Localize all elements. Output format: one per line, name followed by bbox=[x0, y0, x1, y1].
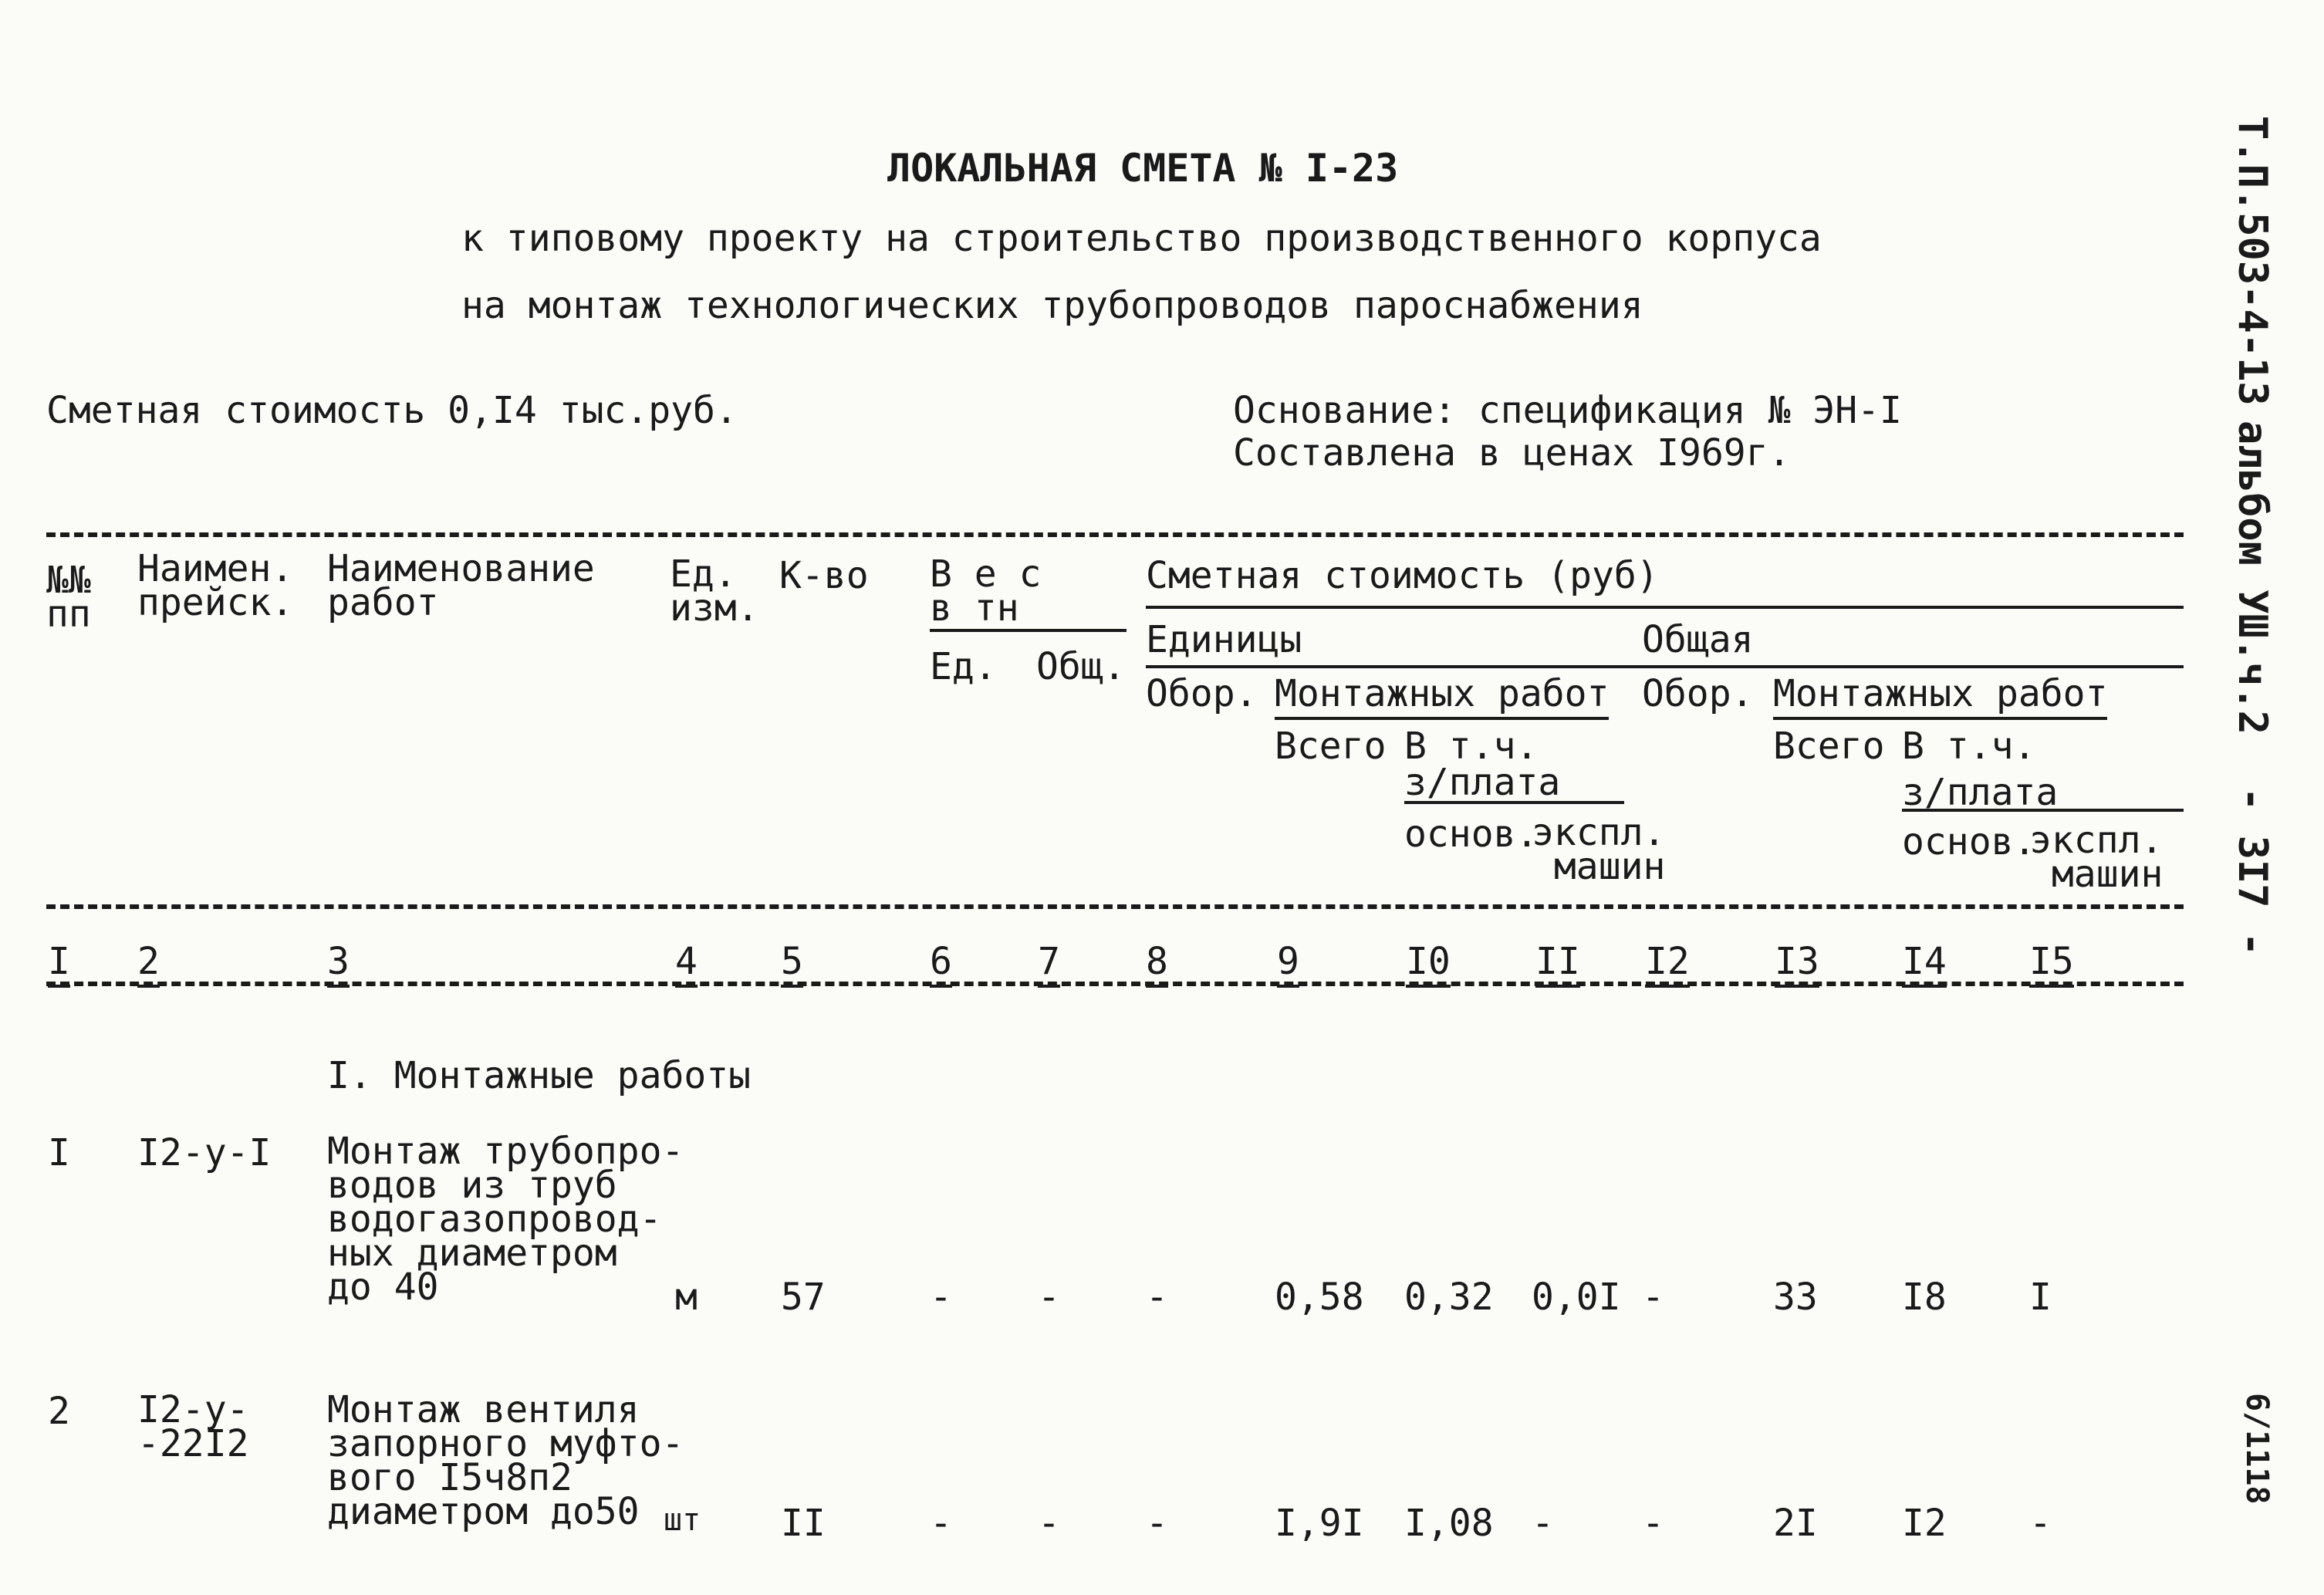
weight-unit: - bbox=[930, 1502, 952, 1545]
equipment-unit: - bbox=[1146, 1502, 1168, 1545]
column-number: 8 bbox=[1146, 943, 1168, 988]
column-number: 3 bbox=[327, 943, 350, 988]
header-bottom-rule bbox=[46, 904, 2184, 909]
header-all-unit: Всего bbox=[1275, 725, 1387, 768]
header-install-total: Монтажных работ bbox=[1773, 675, 2107, 720]
install-all-unit: I,9I bbox=[1275, 1502, 1364, 1545]
wage-basic-total: I2 bbox=[1902, 1502, 1947, 1545]
work-name: Монтаж вентиля запорного муфто- вого I5ч8п2 диаметром до50 bbox=[327, 1388, 684, 1533]
column-number: I0 bbox=[1406, 943, 1451, 988]
column-number: I2 bbox=[1645, 943, 1690, 988]
header-machine-unit: экспл. машин bbox=[1532, 811, 1666, 888]
subtitle-project: к типовому проекту на строительство производственного корпуса bbox=[461, 217, 1822, 260]
column-number: I3 bbox=[1775, 943, 1819, 988]
header-price-list: Наимен. прейск. bbox=[137, 547, 294, 624]
unit: шт bbox=[664, 1502, 701, 1538]
header-cost-group: Сметная стоимость (руб) bbox=[1146, 554, 1659, 597]
header-install-unit: Монтажных работ bbox=[1275, 675, 1609, 720]
row-number: I bbox=[48, 1131, 70, 1174]
header-quantity: К-во bbox=[779, 554, 869, 597]
wage-basic-unit: I,08 bbox=[1404, 1502, 1494, 1545]
column-number: I5 bbox=[2029, 943, 2074, 988]
header-unit-group: Единицы bbox=[1146, 618, 1302, 661]
equipment-unit: - bbox=[1146, 1276, 1168, 1319]
section-heading: I. Монтажные работы bbox=[327, 1054, 752, 1097]
document-title: ЛОКАЛЬНАЯ СМЕТА № I-23 bbox=[887, 146, 1399, 191]
header-weight-total: Общ. bbox=[1036, 645, 1126, 688]
install-all-unit: 0,58 bbox=[1275, 1276, 1364, 1319]
quantity: II bbox=[781, 1502, 826, 1545]
machine-unit: 0,0I bbox=[1532, 1276, 1621, 1319]
header-machine-total: экспл. машин bbox=[2029, 819, 2164, 896]
header-work-name: Наименование работ bbox=[327, 547, 595, 624]
machine-total: I bbox=[2029, 1276, 2052, 1319]
group-rule bbox=[1146, 665, 2184, 668]
header-total-group: Общая bbox=[1642, 618, 1754, 661]
weight-total: - bbox=[1038, 1276, 1060, 1319]
column-number: 4 bbox=[675, 943, 698, 988]
header-top-rule bbox=[46, 532, 2184, 537]
header-wage-total: з/плата bbox=[1902, 771, 2059, 814]
weight-unit: - bbox=[930, 1276, 952, 1319]
wage-unit-rule bbox=[1404, 801, 1624, 804]
side-sheet-number: 6/1118 bbox=[2239, 1393, 2275, 1505]
header-equipment-unit: Обор. bbox=[1146, 672, 1258, 715]
header-wage-unit: з/плата bbox=[1404, 761, 1561, 804]
install-all-total: 33 bbox=[1773, 1276, 1818, 1319]
header-all-total: Всего bbox=[1773, 725, 1885, 768]
column-number: 7 bbox=[1038, 943, 1060, 988]
header-equipment-total: Обор. bbox=[1642, 672, 1754, 715]
side-page-number: - ЗI7 - bbox=[2229, 787, 2275, 957]
machine-total: - bbox=[2029, 1502, 2052, 1545]
header-incl-total: В т.ч. bbox=[1902, 725, 2036, 768]
column-number: 6 bbox=[930, 943, 952, 988]
column-number: 9 bbox=[1277, 943, 1299, 988]
header-row-number: №№ пп bbox=[46, 559, 91, 636]
price-code: I2-у- -22I2 bbox=[137, 1388, 249, 1465]
cost-group-rule bbox=[1146, 606, 2184, 609]
install-all-total: 2I bbox=[1773, 1502, 1818, 1545]
column-number: II bbox=[1535, 943, 1580, 988]
header-incl-unit: В т.ч. bbox=[1404, 725, 1539, 768]
wage-basic-unit: 0,32 bbox=[1404, 1276, 1494, 1319]
column-number: 5 bbox=[781, 943, 803, 988]
weight-total: - bbox=[1038, 1502, 1060, 1545]
header-basic-total: основ. bbox=[1902, 820, 2036, 863]
unit: м bbox=[675, 1276, 698, 1319]
weight-rule bbox=[930, 629, 1127, 632]
quantity: 57 bbox=[781, 1276, 826, 1319]
column-number: 2 bbox=[137, 943, 160, 988]
wage-basic-total: I8 bbox=[1902, 1276, 1947, 1319]
row-number: 2 bbox=[48, 1390, 70, 1433]
side-album: альбом УШ.ч.2 bbox=[2229, 421, 2275, 735]
work-name: Монтаж трубопро- водов из труб водогазопровод- ных диаметром до 40 bbox=[327, 1130, 684, 1309]
column-number: I4 bbox=[1902, 943, 1947, 988]
column-number: I bbox=[48, 943, 70, 988]
side-project-code: Т.П.503-4-13 bbox=[2229, 116, 2275, 406]
header-weight: В е с в тн bbox=[930, 553, 1042, 630]
column-numbers-rule bbox=[46, 982, 2184, 986]
header-weight-unit: Ед. bbox=[930, 645, 997, 688]
header-basic-unit: основ. bbox=[1404, 813, 1539, 856]
estimated-cost: Сметная стоимость 0,I4 тыс.руб. bbox=[46, 389, 738, 432]
price-code: I2-у-I bbox=[137, 1131, 272, 1174]
machine-unit: - bbox=[1532, 1502, 1554, 1545]
basis-line: Основание: спецификация № ЭН-I bbox=[1233, 389, 1902, 432]
subtitle-scope: на монтаж технологических трубопроводов пароснабжения bbox=[461, 284, 1643, 327]
equipment-total: - bbox=[1642, 1276, 1664, 1319]
wage-total-rule bbox=[1902, 809, 2184, 812]
header-unit: Ед. изм. bbox=[670, 553, 759, 630]
prices-line: Составлена в ценах I969г. bbox=[1233, 431, 1791, 475]
equipment-total: - bbox=[1642, 1502, 1664, 1545]
